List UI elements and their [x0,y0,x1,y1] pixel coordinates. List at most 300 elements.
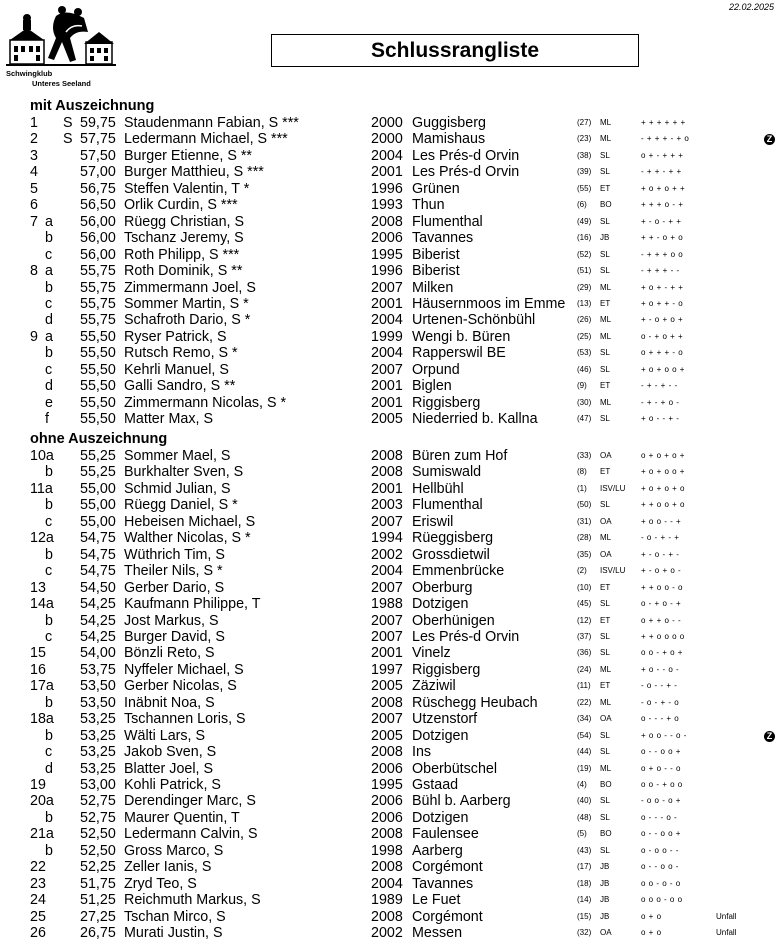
home-town: Flumenthal [412,497,483,514]
start-number: (55) [577,183,592,193]
birth-year: 2004 [371,312,403,329]
points: 55,50 [80,345,116,362]
association: SL [600,631,610,641]
athlete-name: Blatter Joel, S [124,760,213,777]
home-town: Niederried b. Kallna [412,411,538,428]
start-number: (30) [577,397,592,407]
association: SL [600,796,610,806]
ranking-row [0,481,780,498]
points: 57,50 [80,147,116,164]
athlete-name: Hebeisen Michael, S [124,513,256,530]
rank: 22 [30,859,46,876]
start-number: (11) [577,681,591,691]
bout-results: o + + + - o [641,348,684,358]
ranking-row [0,777,780,794]
home-town: Emmenbrücke [412,563,505,580]
association: SL [600,648,610,658]
rank-suffix: a [45,263,53,280]
bout-results: - o o - o + [641,796,681,806]
start-number: (22) [577,697,592,707]
athlete-name: Gerber Nicolas, S [124,678,237,695]
athlete-name: Rutsch Remo, S * [124,345,238,362]
class-mark: S [63,131,73,148]
birth-year: 1998 [371,842,403,859]
ranking-row [0,859,780,876]
ranking-row [0,810,780,827]
birth-year: 2006 [371,230,403,247]
start-number: (16) [577,233,592,243]
start-number: (40) [577,796,592,806]
points: 56,75 [80,180,116,197]
athlete-name: Zeller Ianis, S [124,859,212,876]
home-town: Guggisberg [412,115,486,131]
bout-results: o o - o - o [641,878,681,888]
association: ET [600,298,611,308]
association: SL [600,500,610,510]
athlete-name: Ryser Patrick, S [124,328,227,345]
points: 55,50 [80,378,116,395]
bout-results: + o + o + o [641,483,685,493]
association: ET [600,183,611,193]
bout-results: o o - + o o [641,780,683,789]
home-town: Le Fuet [412,892,461,909]
association: ET [600,381,611,391]
ranking-row [0,629,780,646]
association: OA [600,714,612,724]
schwingklub-logo-icon [6,2,116,72]
athlete-name: Schafroth Dario, S * [124,312,251,329]
birth-year: 2004 [371,563,403,580]
bout-results: + + o o + o [641,500,685,510]
birth-year: 2008 [371,826,403,843]
ranking-row [0,580,780,597]
rank: 21a [30,826,54,843]
home-town: Corgémont [412,859,483,876]
association: JB [600,233,610,243]
home-town: Eriswil [412,513,454,530]
points: 52,75 [80,793,116,810]
athlete-name: Rüegg Daniel, S * [124,497,238,514]
association: OA [600,516,612,526]
birth-year: 2005 [371,727,403,744]
start-number: (5) [577,829,587,839]
bout-results: - + - + o - [641,397,680,407]
rank: 14a [30,596,54,613]
start-number: (52) [577,249,592,259]
ranking-row [0,115,780,132]
home-town: Gstaad [412,777,459,793]
birth-year: 2004 [371,147,403,164]
association: OA [600,928,612,938]
bout-results: o - + o + + [641,331,684,341]
bout-results: + + + + + + [641,118,686,127]
rank: 12a [30,530,54,547]
bout-results: o - + o - + [641,599,682,609]
home-town: Rüschegg Heubach [412,694,538,711]
home-town: Vinelz [412,645,451,662]
points: 57,00 [80,164,116,181]
birth-year: 2005 [371,678,403,695]
association: ISV/LU [600,566,626,576]
rank-suffix: a [45,213,53,230]
athlete-name: Nyffeler Michael, S [124,661,244,678]
start-number: (18) [577,878,592,888]
bout-results: o + o [641,928,662,938]
points: 53,75 [80,661,116,678]
rank: 24 [30,892,46,909]
points: 59,75 [80,115,116,131]
ranking-row [0,826,780,843]
home-town: Bühl b. Aarberg [412,793,511,810]
rank-suffix: b [45,727,53,744]
association: ET [600,582,611,592]
bout-results: + + - o + o [641,233,684,243]
ranking-row [0,613,780,630]
start-number: (2) [577,566,587,576]
birth-year: 2006 [371,760,403,777]
association: JB [600,878,610,888]
points: 53,50 [80,694,116,711]
points: 55,00 [80,513,116,530]
association: SL [600,266,610,276]
home-town: Aarberg [412,842,463,859]
ranking-row [0,464,780,481]
rank-suffix: b [45,842,53,859]
rank-suffix: d [45,378,53,395]
bout-results: - + + - + + [641,167,682,177]
athlete-name: Burger Matthieu, S *** [124,164,264,181]
points: 52,50 [80,826,116,843]
status-note: Unfall [716,928,737,938]
ranking-row [0,728,780,745]
home-town: Rapperswil BE [412,345,506,362]
association: SL [600,845,610,855]
ranking-row [0,645,780,662]
association: ET [600,681,611,691]
start-number: (8) [577,467,587,477]
section-heading: ohne Auszeichnung [30,431,168,447]
ranking-row [0,411,780,428]
home-town: Oberbütschel [412,760,498,777]
association: JB [600,895,610,905]
rank-suffix: f [45,411,49,428]
athlete-name: Wälti Lars, S [124,727,206,744]
rank: 23 [30,875,46,892]
start-number: (28) [577,533,592,543]
athlete-name: Gerber Dario, S [124,579,225,596]
start-number: (29) [577,282,592,292]
bout-results: + + o o - o [641,582,683,592]
birth-year: 1993 [371,197,403,214]
association: SL [600,730,610,740]
ranking-row [0,843,780,860]
home-town: Messen [412,925,463,942]
bout-results: + o - - + - [641,414,680,424]
start-number: (10) [577,582,592,592]
club-name-line1: Schwingklub [6,69,53,78]
rank-suffix: b [45,345,53,362]
home-town: Wengi b. Büren [412,328,511,345]
association: SL [600,216,610,226]
points: 54,00 [80,645,116,662]
bout-results: o + o + o + [641,451,685,460]
bout-results: o - - - o - [641,812,678,822]
birth-year: 1996 [371,180,403,197]
rank-suffix: d [45,760,53,777]
birth-year: 2000 [371,131,403,148]
ranking-row [0,793,780,810]
rank: 25 [30,908,46,925]
association: ML [600,697,612,707]
ranking-row [0,514,780,531]
birth-year: 2007 [371,628,403,645]
start-number: (32) [577,928,592,938]
points: 55,25 [80,464,116,481]
points: 53,50 [80,678,116,695]
home-town: Rüeggisberg [412,530,494,547]
bout-results: + o + o o + [641,467,685,477]
athlete-name: Murati Justin, S [124,925,223,942]
athlete-name: Steffen Valentin, T * [124,180,250,197]
association: SL [600,348,610,358]
association: ML [600,118,612,127]
home-town: Les Prés-d Orvin [412,164,520,181]
rank: 18a [30,711,54,728]
home-town: Les Prés-d Orvin [412,147,520,164]
start-number: (6) [577,200,587,210]
start-number: (25) [577,331,592,341]
home-town: Biberist [412,246,460,263]
association: BO [600,200,612,210]
athlete-name: Matter Max, S [124,411,213,428]
association: ML [600,134,612,144]
rank-suffix: b [45,809,53,826]
ranking-row [0,761,780,778]
start-number: (9) [577,381,587,391]
ranking-row [0,131,780,148]
birth-year: 2001 [371,295,403,312]
ranking-row [0,230,780,247]
rank: 4 [30,164,38,181]
bout-results: + + + o - + [641,200,684,210]
rank-suffix: b [45,279,53,296]
home-town: Grünen [412,180,460,197]
athlete-name: Jost Markus, S [124,612,219,629]
points: 52,75 [80,809,116,826]
points: 55,75 [80,312,116,329]
start-number: (39) [577,167,592,177]
birth-year: 2008 [371,744,403,761]
birth-year: 1988 [371,596,403,613]
ranking-row [0,247,780,264]
bout-results: o - - o o + [641,747,681,757]
ranking-row [0,214,780,231]
bout-results: - + + + - + o [641,134,690,144]
athlete-name: Walther Nicolas, S * [124,530,251,547]
athlete-name: Burger David, S [124,628,225,645]
birth-year: 2001 [371,164,403,181]
association: ET [600,467,611,477]
home-town: Orpund [412,361,460,378]
points: 53,00 [80,777,116,793]
ranking-row [0,744,780,761]
athlete-name: Roth Philipp, S *** [124,246,240,263]
ranking-row [0,925,780,942]
print-date: 22.02.2025 [728,2,774,12]
birth-year: 2002 [371,925,403,942]
ranking-row [0,596,780,613]
points: 51,75 [80,875,116,892]
points: 54,25 [80,628,116,645]
rank-suffix: c [45,513,53,530]
birth-year: 2008 [371,859,403,876]
birth-year: 2001 [371,645,403,662]
section-heading: mit Auszeichnung [30,98,155,114]
start-number: (13) [577,298,592,308]
birth-year: 2008 [371,464,403,481]
home-town: Riggisberg [412,394,481,411]
rank-suffix: b [45,546,53,563]
start-number: (14) [577,895,592,905]
home-town: Dotzigen [412,727,469,744]
bout-results: o + o - - o [641,763,681,773]
rank: 17a [30,678,54,695]
bout-results: + + o o o o [641,631,685,641]
ranking-row [0,678,780,695]
bout-results: + o + - + + [641,282,684,292]
rank: 16 [30,661,46,678]
association: SL [600,599,610,609]
ranking-row [0,909,780,926]
rank: 3 [30,147,38,164]
birth-year: 1996 [371,263,403,280]
athlete-name: Zryd Teo, S [124,875,197,892]
rank-suffix: d [45,312,53,329]
rank-suffix: e [45,394,53,411]
birth-year: 2006 [371,793,403,810]
athlete-name: Rüegg Christian, S [124,213,244,230]
association: ML [600,533,612,543]
home-town: Sumiswald [412,464,482,481]
association: BO [600,829,612,839]
athlete-name: Wüthrich Tim, S [124,546,225,563]
bout-results: - o - + - + [641,533,680,543]
athlete-name: Gross Marco, S [124,842,224,859]
start-number: (53) [577,348,592,358]
rank: 20a [30,793,54,810]
bout-results: + o o - - + [641,516,682,526]
bout-results: - + + + - - [641,266,680,276]
status-note: Unfall [716,911,737,921]
association: SL [600,167,610,177]
association: ML [600,282,612,292]
start-number: (46) [577,364,592,374]
home-town: Riggisberg [412,661,481,678]
points: 54,75 [80,530,116,547]
points: 57,75 [80,131,116,148]
rank: 9 [30,328,38,345]
birth-year: 2007 [371,279,403,296]
club-name-line2: Unteres Seeland [32,79,91,88]
birth-year: 1989 [371,892,403,909]
rank: 10a [30,448,54,464]
home-town: Hellbühl [412,480,464,497]
points: 55,75 [80,263,116,280]
start-number: (51) [577,266,592,276]
rank-suffix: b [45,497,53,514]
start-number: (27) [577,118,592,127]
birth-year: 2007 [371,361,403,378]
rank-suffix: b [45,464,53,481]
bout-results: o o - + o + [641,648,683,658]
points: 55,00 [80,497,116,514]
ranking-row [0,148,780,165]
points: 55,50 [80,328,116,345]
points: 53,25 [80,711,116,728]
home-town: Zäziwil [412,678,456,695]
start-number: (37) [577,631,592,641]
start-number: (48) [577,812,592,822]
athlete-name: Reichmuth Markus, S [124,892,261,909]
rank: 15 [30,645,46,662]
ranking-row [0,711,780,728]
athlete-name: Theiler Nils, S * [124,563,223,580]
ranking-row [0,263,780,280]
start-number: (36) [577,648,592,658]
points: 55,50 [80,361,116,378]
athlete-name: Sommer Martin, S * [124,295,249,312]
birth-year: 1995 [371,777,403,793]
association: BO [600,780,612,789]
points: 55,25 [80,448,116,464]
association: SL [600,150,610,160]
start-number: (17) [577,862,592,872]
rank: 7 [30,213,38,230]
points: 54,25 [80,596,116,613]
ranking-row [0,876,780,893]
birth-year: 2008 [371,908,403,925]
association: ISV/LU [600,483,626,493]
birth-year: 1994 [371,530,403,547]
rank-suffix: c [45,744,53,761]
association: SL [600,249,610,259]
association: JB [600,911,610,921]
start-number: (23) [577,134,592,144]
home-town: Oberburg [412,579,473,596]
bout-results: o + - + + + [641,150,684,160]
page-title: Schlussrangliste [271,34,639,67]
points: 53,25 [80,727,116,744]
birth-year: 2005 [371,411,403,428]
rank-suffix: c [45,563,53,580]
home-town: Oberhünigen [412,612,495,629]
athlete-name: Inäbnit Noa, S [124,694,215,711]
bout-results: + o - - o - [641,664,680,674]
bout-results: + - o + o - [641,566,682,576]
birth-year: 2007 [371,513,403,530]
association: ML [600,397,612,407]
athlete-name: Galli Sandro, S ** [124,378,236,395]
athlete-name: Staudenmann Fabian, S *** [124,115,299,131]
start-number: (34) [577,714,592,724]
birth-year: 2007 [371,579,403,596]
association: ML [600,763,612,773]
athlete-name: Schmid Julian, S [124,480,231,497]
home-town: Mamishaus [412,131,486,148]
points: 52,50 [80,842,116,859]
ranking-row [0,695,780,712]
rank-suffix: a [45,328,53,345]
